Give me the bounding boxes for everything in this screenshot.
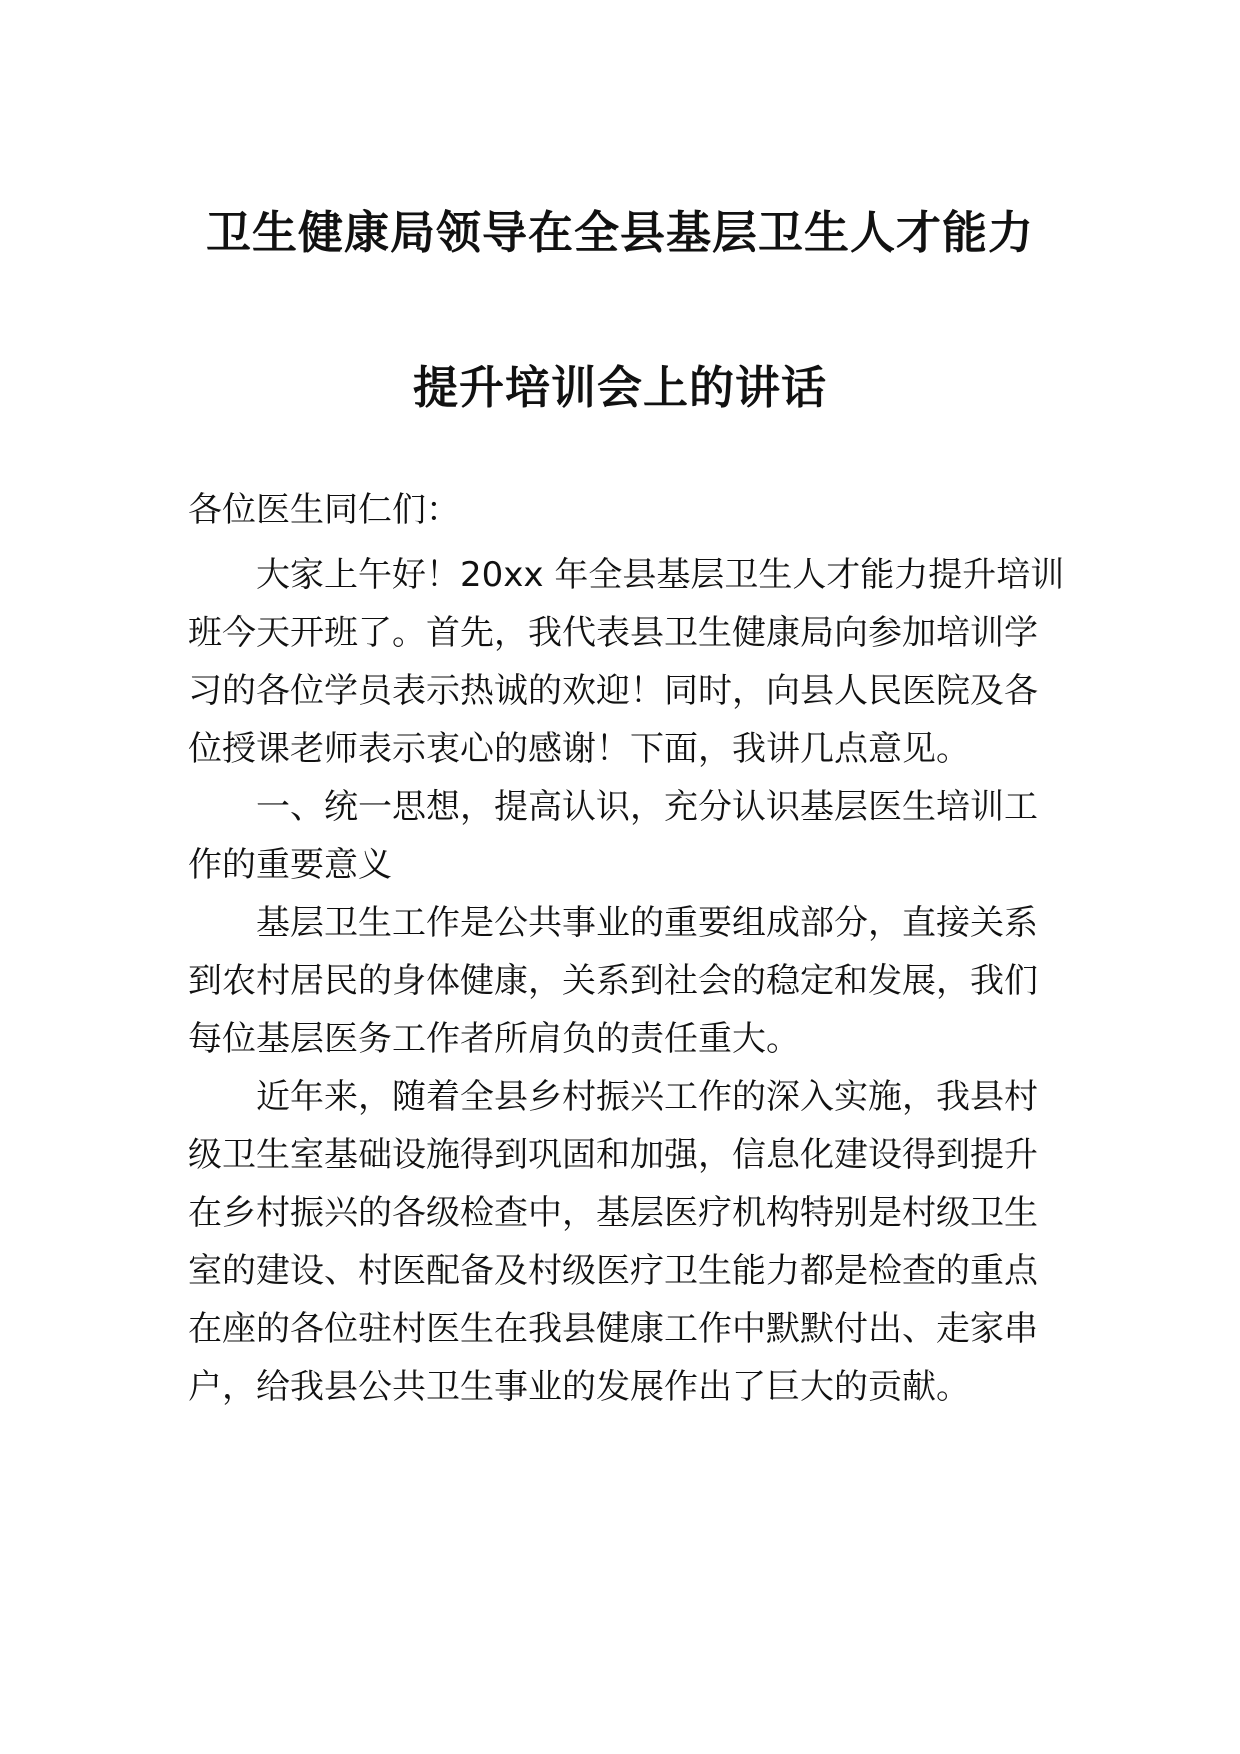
paragraph-1-line-4: 位授课老师表示衷心的感谢！下面，我讲几点意见。 xyxy=(188,729,970,769)
section-heading-line-2: 作的重要意义 xyxy=(188,845,392,885)
paragraph-3-line-1: 基层卫生工作是公共事业的重要组成部分，直接关系 xyxy=(256,903,1038,943)
paragraph-3-line-2: 到农村居民的身体健康，关系到社会的稳定和发展，我们 xyxy=(188,961,1038,1001)
paragraph-4-line-4: 室的建设、村医配备及村级医疗卫生能力都是检查的重点 xyxy=(188,1251,1038,1291)
document-title-line-2: 提升培训会上的讲话 xyxy=(412,361,827,414)
paragraph-4-line-2: 级卫生室基础设施得到巩固和加强，信息化建设得到提升 xyxy=(188,1135,1038,1175)
paragraph-3-line-3: 每位基层医务工作者所肩负的责任重大。 xyxy=(188,1019,800,1059)
section-heading-line-1: 一、统一思想，提高认识，充分认识基层医生培训工 xyxy=(256,787,1038,827)
paragraph-4-line-3: 在乡村振兴的各级检查中，基层医疗机构特别是村级卫生 xyxy=(188,1193,1038,1233)
paragraph-4-line-5: 在座的各位驻村医生在我县健康工作中默默付出、走家串 xyxy=(188,1309,1038,1349)
paragraph-1-line-1: 大家上午好！20xx 年全县基层卫生人才能力提升培训 xyxy=(256,555,1065,595)
paragraph-4-line-6: 户，给我县公共卫生事业的发展作出了巨大的贡献。 xyxy=(188,1367,970,1407)
paragraph-1-line-2: 班今天开班了。首先，我代表县卫生健康局向参加培训学 xyxy=(188,613,1038,653)
paragraph-4-line-1: 近年来，随着全县乡村振兴工作的深入实施，我县村 xyxy=(256,1077,1038,1117)
salutation: 各位医生同仁们： xyxy=(188,490,460,530)
document-title-line-1: 卫生健康局领导在全县基层卫生人才能力 xyxy=(205,206,1034,259)
paragraph-1-line-3: 习的各位学员表示热诚的欢迎！同时，向县人民医院及各 xyxy=(188,671,1038,711)
